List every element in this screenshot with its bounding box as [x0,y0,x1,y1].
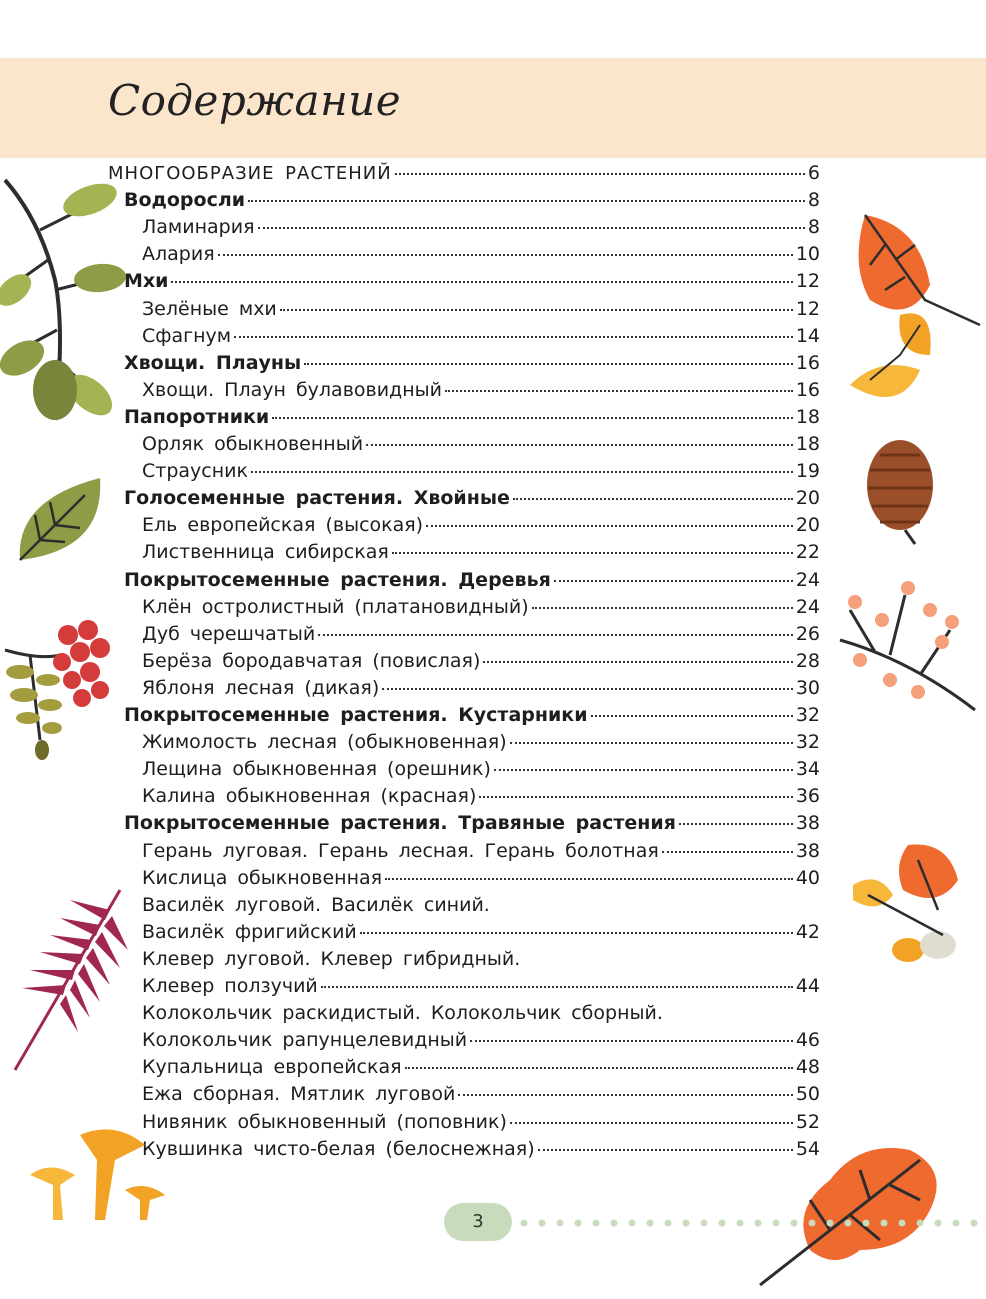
green-leaf-branch-icon [0,170,130,430]
toc-entry[interactable] [142,214,820,240]
toc-entry-page: 20 [795,514,820,537]
toc-leader-dots [248,200,805,202]
toc-leader-dots [280,309,793,311]
rowan-berries-icon [0,610,120,760]
toc-entry-label: Кувшинка чисто-белая (белоснежная) [142,1137,535,1160]
toc-entry-page: 8 [807,216,820,239]
toc-entry[interactable] [142,512,820,538]
toc-entry-page: 24 [795,595,820,618]
toc-leader-dots [360,932,793,934]
toc-entry[interactable] [124,485,820,511]
toc-entry-label: МНОГООБРАЗИЕ РАСТЕНИЙ [108,163,392,184]
toc-entry[interactable] [142,458,820,484]
toc-entry[interactable] [142,1109,820,1135]
toc-leader-dots [272,417,793,419]
toc-entry-label: Колокольчик раскидистый. Колокольчик сборный. [142,1002,663,1025]
toc-entry-page: 52 [795,1110,820,1133]
toc-entry[interactable] [142,296,820,322]
toc-entry-label: Голосеменные растения. Хвойные [124,487,510,510]
toc-leader-dots [395,173,805,175]
toc-entry[interactable] [124,567,820,593]
toc-entry-page: 12 [795,297,820,320]
toc-leader-dots [445,390,793,392]
toc-leader-dots [392,552,793,554]
toc-leader-dots [591,715,793,717]
toc-entry-page: 19 [795,460,820,483]
toc-entry[interactable] [142,973,820,999]
orange-berry-twig-icon [830,580,986,720]
toc-entry[interactable] [142,1000,820,1026]
page-number: 3 [444,1203,512,1241]
toc-entry-page: 8 [807,189,820,212]
toc-entry[interactable] [142,1081,820,1107]
toc-leader-dots [234,336,793,338]
toc-entry-label: Клён остролистный (платановидный) [142,595,529,618]
toc-leader-dots [218,254,793,256]
toc-entry-page: 26 [795,622,820,645]
toc-entry[interactable] [142,431,820,457]
toc-entry-label: Страусник [142,460,248,483]
toc-leader-dots [470,1040,793,1042]
toc-entry-label: Хвощи. Плаун булавовидный [142,378,442,401]
toc-entry[interactable] [142,1136,820,1162]
toc-entry[interactable] [142,1054,820,1080]
toc-entry-page: 16 [795,351,820,374]
toc-leader-dots [385,878,793,880]
toc-entry-page: 20 [795,487,820,510]
toc-entry-label: Алария [142,243,215,266]
toc-entry-page: 14 [795,324,820,347]
toc-entry-page: 54 [795,1137,820,1160]
toc-leader-dots [510,742,793,744]
toc-entry[interactable] [142,539,820,565]
toc-entry-page: 32 [795,704,820,726]
toc-entry-label: Берёза бородавчатая (повислая) [142,649,481,672]
toc-entry[interactable] [124,810,820,836]
red-fern-leaf-icon [0,880,130,1080]
toc-entry-label: Василёк луговой. Василёк синий. [142,893,490,916]
toc-entry[interactable] [124,702,820,728]
toc-entry-label: Кислица обыкновенная [142,866,383,889]
toc-entry-label: Дуб черешчатый [142,622,316,645]
toc-entry[interactable] [124,268,820,294]
toc-entry-label: Орляк обыкновенный [142,433,364,455]
toc-entry-label: Василёк фригийский [142,920,357,943]
pine-cone-icon [860,430,940,545]
toc-leader-dots [494,769,793,771]
toc-leader-dots [426,525,793,527]
toc-entry[interactable] [142,241,820,267]
toc-entry-label: Клевер луговой. Клевер гибридный. [142,947,521,970]
page-title: Содержание [108,76,402,125]
toc-entry-label: Покрытосеменные растения. Травяные растения [124,812,676,835]
toc-entry-page: 42 [795,920,820,943]
oak-leaves-acorn-icon [848,840,986,970]
toc-entry-page: 46 [795,1029,820,1052]
toc-leader-dots [405,1067,793,1069]
toc-entry-page: 30 [795,676,820,699]
toc-entry-label: Купальница европейская [142,1056,402,1079]
toc-entry-page: 50 [795,1083,820,1106]
toc-entry-page: 16 [795,378,820,401]
toc-entry-page: 12 [795,270,820,293]
toc-leader-dots [662,851,793,853]
toc-entry-page: 40 [795,866,820,889]
green-leaf-icon [10,470,110,570]
toc-leader-dots [479,796,792,798]
toc-entry-label: Колокольчик рапунцелевидный [142,1029,468,1052]
toc-entry-label: Лещина обыкновенная (орешник) [142,758,491,781]
toc-entry-label: Ежа сборная. Мятлик луговой [142,1083,456,1106]
toc-entry[interactable] [142,838,820,864]
toc-entry-page: 10 [795,243,820,266]
toc-leader-dots [318,634,793,636]
toc-entry-label: Герань луговая. Герань лесная. Герань болотная [142,839,659,862]
toc-entry[interactable] [142,621,820,647]
toc-entry[interactable] [124,187,820,213]
toc-leader-dots [513,498,793,500]
toc-entry-label: Ламинария [142,216,255,239]
toc-entry[interactable] [142,594,820,620]
toc-entry[interactable] [124,350,820,376]
toc-entry-label: Калина обыкновенная (красная) [142,785,477,808]
toc-entry[interactable] [142,323,820,349]
toc-entry-page: 36 [795,785,820,808]
toc-entry-label: Папоротники [124,405,270,428]
toc-entry-page: 34 [795,758,820,781]
toc-leader-dots [258,227,805,229]
toc-leader-dots [321,986,793,988]
toc-entry-label: Сфагнум [142,324,232,347]
toc-entry-page: 6 [807,162,820,184]
toc-entry-label: Жимолость лесная (обыкновенная) [142,731,507,754]
orange-birch-leaves-icon [840,205,986,435]
toc-entry-label: Нивяник обыкновенный (поповник) [142,1110,507,1133]
toc-entry-label: Яблоня лесная (дикая) [142,676,380,699]
toc-entry-page: 24 [795,568,820,591]
toc-entry-page: 28 [795,649,820,672]
toc-leader-dots [304,363,793,365]
toc-entry-page: 32 [795,731,820,754]
toc-entry[interactable] [142,946,820,972]
chanterelle-mushrooms-icon [25,1120,165,1230]
orange-oak-leaf-icon [750,1130,960,1290]
toc-entry[interactable] [142,756,820,782]
toc-leader-dots [382,688,793,690]
footer-dots [520,1219,980,1227]
toc-leader-dots [483,661,792,663]
toc-entry-page: 44 [795,975,820,997]
toc-entry-page: 18 [795,433,820,455]
toc-leader-dots [251,471,793,473]
toc-leader-dots [679,823,793,825]
toc-entry-label: Клевер ползучий [142,975,318,997]
toc-entry-label: Покрытосеменные растения. Кустарники [124,704,588,726]
toc-entry[interactable] [142,675,820,701]
toc-leader-dots [458,1094,793,1096]
toc-entry[interactable] [142,865,820,891]
toc-leader-dots [510,1122,793,1124]
toc-leader-dots [171,281,792,283]
toc-leader-dots [554,580,793,582]
toc-entry[interactable] [124,404,820,430]
toc-entry[interactable] [142,729,820,755]
toc-entry-page: 48 [795,1056,820,1079]
toc-entry[interactable] [142,892,820,918]
toc-entry-label: Хвощи. Плауны [124,351,302,374]
toc-leader-dots [532,607,793,609]
toc-entry-label: Лиственница сибирская [142,541,389,564]
toc-entry-label: Покрытосеменные растения. Деревья [124,568,551,591]
toc-entry[interactable] [142,919,820,945]
toc-entry-page: 22 [795,541,820,564]
toc-entry-page: 38 [795,812,820,835]
toc-entry[interactable] [142,377,820,403]
toc-entry-label: Водоросли [124,189,246,212]
toc-leader-dots [366,444,793,446]
toc-entry-label: Мхи [124,270,169,293]
toc-entry[interactable] [142,1027,820,1053]
toc-entry[interactable] [142,648,820,674]
toc-entry-page: 38 [795,839,820,862]
toc-entry-label: Ель европейская (высокая) [142,514,424,537]
toc-entry-label: Зелёные мхи [142,297,277,320]
toc-entry[interactable] [108,160,820,186]
toc-entry-page: 18 [795,405,820,428]
toc-entry[interactable] [142,783,820,809]
